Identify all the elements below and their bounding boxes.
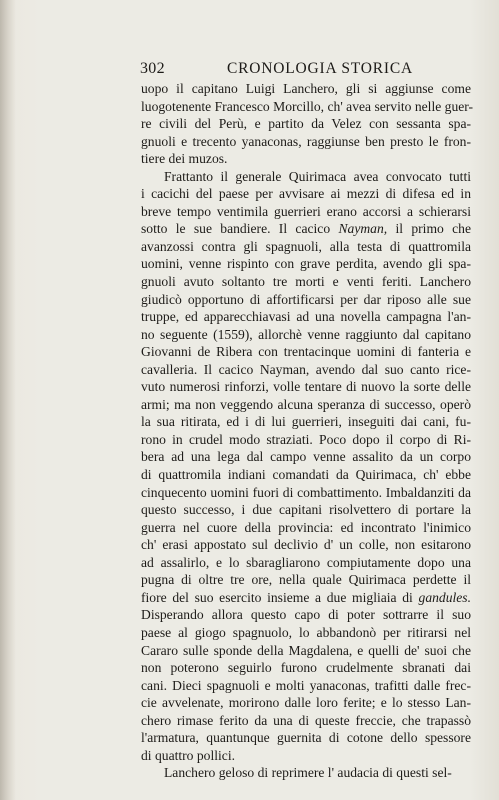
text-line: uopo il capitano Luigi Lanchero, gli si aggiunse come <box>141 81 471 96</box>
text-line: questo successo, i due capitani risolvettero di portare la <box>141 502 471 518</box>
text-line: gnuoli avuto soltanto tre morti e venti feriti. Lanchero <box>141 274 471 290</box>
text-line: Frattanto il generale Quirimaca avea convocato tutti <box>164 168 471 184</box>
text-line: rono in crudel modo straziati. Poco dopo il corpo di Ri- <box>141 431 471 447</box>
text-line: gnuoli e trecento yanaconas, raggiunse ben presto le fron- <box>141 133 471 149</box>
page-header <box>140 60 470 80</box>
binding-gutter <box>0 0 16 800</box>
text-line: guerra nel cuore della provincia: ed incontrato l'inimico <box>141 519 471 535</box>
text-line: truppe, ed apparecchiavasi ad una novella campagna l'an- <box>141 309 471 325</box>
text-line: luogotenente Francesco Morcillo, ch' avea servito nelle guer- <box>141 98 474 114</box>
text-line: tiere dei muzos. <box>141 151 228 167</box>
text-line: Cararo sulle sponde della Magdalena, e quelli de' suoi che <box>141 642 471 658</box>
text-line: pugna di oltre tre ore, nella quale Quirimaca perdette il <box>141 572 471 588</box>
text-line: Lanchero geloso di reprimere l' audacia di questi sel- <box>164 765 452 781</box>
text-line: non poterono seguirlo furono crudelmente sbranati dai <box>141 660 471 676</box>
text-line: vuto numerosi rinforzi, volle tentare di nuovo la sorte delle <box>141 379 471 395</box>
text-line: l'armatura, quantunque guernita di cotone dello spessore <box>141 730 471 746</box>
italic-term: gandules. <box>418 589 471 605</box>
text-line: Giovanni de Ribera con trentacinque uomini di fanteria e <box>141 344 471 360</box>
text-line: cani. Dieci spagnuoli e molti yanaconas, trafitti dalle frec- <box>141 677 471 693</box>
text-line: armi; ma non veggendo alcuna speranza di successo, operò <box>141 396 471 412</box>
text-line: cie avvelenate, morirono dalle loro ferite; e lo stesso Lan- <box>141 695 471 711</box>
running-head: CRONOLOGIA STORICA <box>227 60 413 77</box>
text-line: giudicò opportuno di affortificarsi per dar riposo alle sue <box>141 291 471 307</box>
body-text <box>141 80 474 782</box>
text-line: sotto le sue bandiere. Il cacico Nayman, il primo che <box>141 221 471 237</box>
italic-term: Nayman, <box>338 221 388 237</box>
text-line: paese al giogo spagnuolo, lo abbandonò per ritirarsi nel <box>141 624 471 640</box>
text-line: ad assalirlo, e lo sbaragliarono compiutamente dopo una <box>141 554 471 570</box>
text-line: breve tempo ventimila guerrieri erano accorsi a schierarsi <box>141 203 471 219</box>
text-line: cinquecento uomini fuori di combattimento. Imbaldanziti da <box>141 484 471 500</box>
text-line: la sua ritirata, ed i di lui guerrieri, inseguiti dai cani, fu- <box>141 414 471 430</box>
text-line: ch' erasi appostato sul declivio d' un colle, non esitarono <box>141 537 471 553</box>
text-line: uomini, venne rispinto con grave perdita, avendo gli spa- <box>141 256 471 272</box>
text-line: no seguente (1559), allorchè venne raggiunto dal capitano <box>141 326 471 342</box>
text-line: cavalleria. Il cacico Nayman, avendo dal suo canto rice- <box>141 361 471 377</box>
page-number: 302 <box>140 60 165 77</box>
text-line: di quattromila indiani comandati da Quirimaca, ch' ebbe <box>141 467 471 483</box>
text-line: chero rimase ferito da una di queste freccie, che trapassò <box>141 712 471 728</box>
text-line: avanzossi contra gli spagnuoli, alla testa di quattromila <box>141 238 471 254</box>
text-line: fiore del suo esercito insieme a due migliaia di gandules. <box>141 589 471 605</box>
text-line: bera ad una lega dal campo venne assalito da un corpo <box>141 449 471 465</box>
text-line: re civili del Perù, e partito da Velez con sessanta spa- <box>141 116 471 132</box>
text-line: di quattro pollici. <box>141 747 236 763</box>
text-line: Disperando allora questo capo di poter sottrarre il suo <box>141 607 471 623</box>
text-line: i cacichi del paese per avvisare ai mezzi di difesa ed in <box>141 186 471 202</box>
